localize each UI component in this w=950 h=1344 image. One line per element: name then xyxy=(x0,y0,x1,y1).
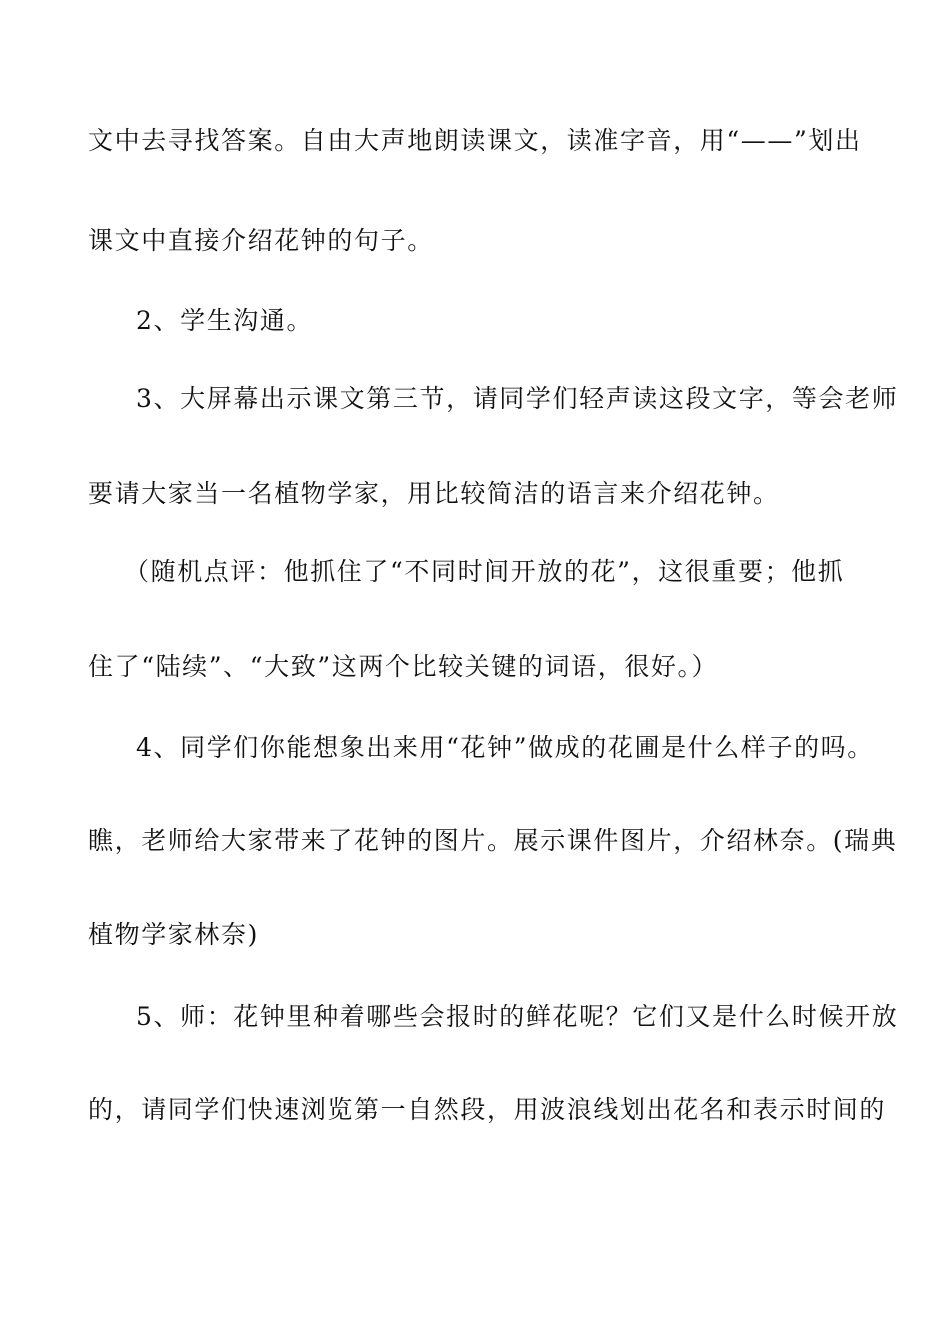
text-line: 植物学家林奈) xyxy=(88,920,259,949)
text-line: 住了“陆续”、“大致”这两个比较关键的词语，很好。） xyxy=(88,652,719,681)
text-line: 要请大家当一名植物学家，用比较简洁的语言来介绍花钟。 xyxy=(88,479,780,508)
comment-paragraph: （随机点评：他抓住了“不同时间开放的花”，这很重要；他抓 xyxy=(124,557,845,586)
text-line: 的，请同学们快速浏览第一自然段，用波浪线划出花名和表示时间的 xyxy=(88,1095,887,1124)
text-line: 瞧，老师给大家带来了花钟的图片。展示课件图片，介绍林奈。(瑞典 xyxy=(88,826,898,855)
text-line: 文中去寻找答案。自由大声地朗读课文，读准字音，用“——”划出 xyxy=(88,126,862,155)
paragraph-step-2: 2、学生沟通。 xyxy=(136,306,314,335)
text-line: 课文中直接介绍花钟的句子。 xyxy=(88,226,434,255)
paragraph-step-5: 5、师：花钟里种着哪些会报时的鲜花呢？它们又是什么时候开放 xyxy=(136,1002,899,1031)
paragraph-step-4: 4、同学们你能想象出来用“花钟”做成的花圃是什么样子的吗。 xyxy=(136,733,874,762)
paragraph-step-3: 3、大屏幕出示课文第三节，请同学们轻声读这段文字，等会老师 xyxy=(136,384,899,413)
